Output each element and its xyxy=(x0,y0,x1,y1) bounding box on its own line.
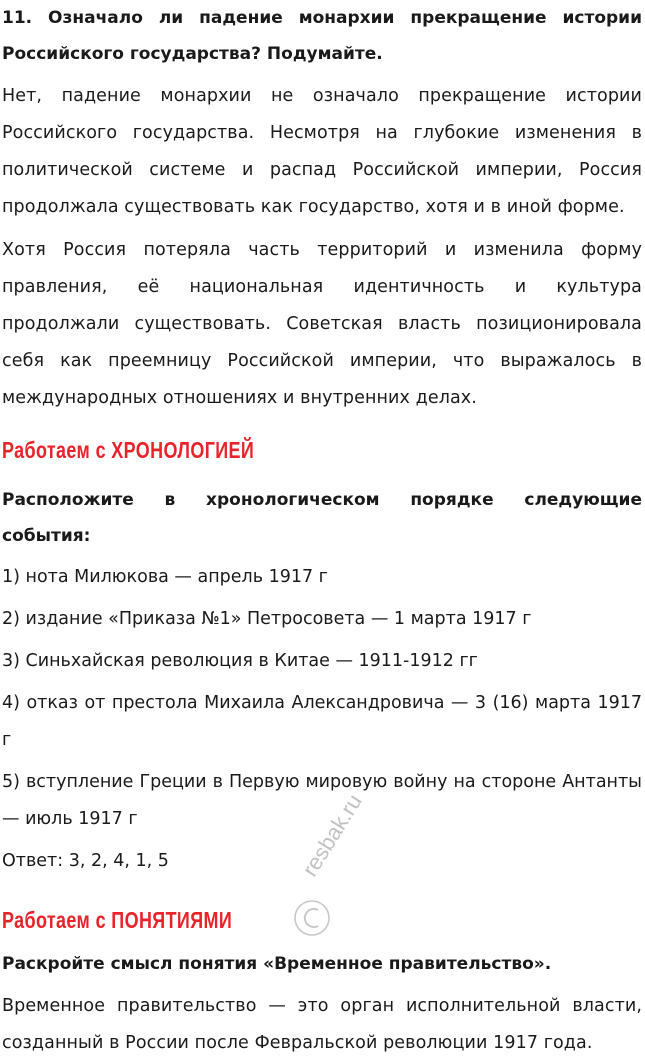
answer-paragraph-1: Нет, падение монархии не означало прекращение истории Российского государства. Несмотря на глубокие изменения в политической системе и распад Российской империи, Россия продолжала существовать как государство, хотя и в иной форме. xyxy=(2,86,642,217)
concepts-task: Раскройте смысл понятия «Временное правительство». xyxy=(2,954,552,974)
event-item: 5) вступление Греции в Первую мировую войну на стороне Антанты — июль 1917 г xyxy=(2,772,642,829)
chronology-heading: Работаем с ХРОНОЛОГИЕЙ xyxy=(2,437,255,463)
event-item: 2) издание «Приказа №1» Петросовета — 1 марта 1917 г xyxy=(2,609,532,629)
event-item: 4) отказ от престола Михаила Александровича — 3 (16) марта 1917 г xyxy=(2,693,642,750)
event-item: 1) нота Милюкова — апрель 1917 г xyxy=(2,567,328,587)
events-list xyxy=(2,559,642,838)
question-title: 11. Означало ли падение монархии прекращение истории Российского государства? Подумайте. xyxy=(2,8,642,64)
answer-paragraph-2: Хотя Россия потеряла часть территорий и изменила форму правления, её национальная идентичность и культура продолжали существовать. Советская власть позиционировала себя как преемницу Российской империи, что выражалось в международных отношениях и внутренних делах. xyxy=(2,240,642,408)
chronology-task: Расположите в хронологическом порядке следующие события: xyxy=(2,490,642,546)
event-item: 3) Синьхайская революция в Китае — 1911-1912 гг xyxy=(2,651,478,671)
watermark-text: resbak.ru xyxy=(297,789,367,881)
concepts-heading: Работаем с ПОНЯТИЯМИ xyxy=(2,907,233,933)
chronology-answer: Ответ: 3, 2, 4, 1, 5 xyxy=(2,851,169,871)
concept-definition: Временное правительство — это орган исполнительной власти, созданный в России после Февральской революции 1917 года. xyxy=(2,996,642,1053)
